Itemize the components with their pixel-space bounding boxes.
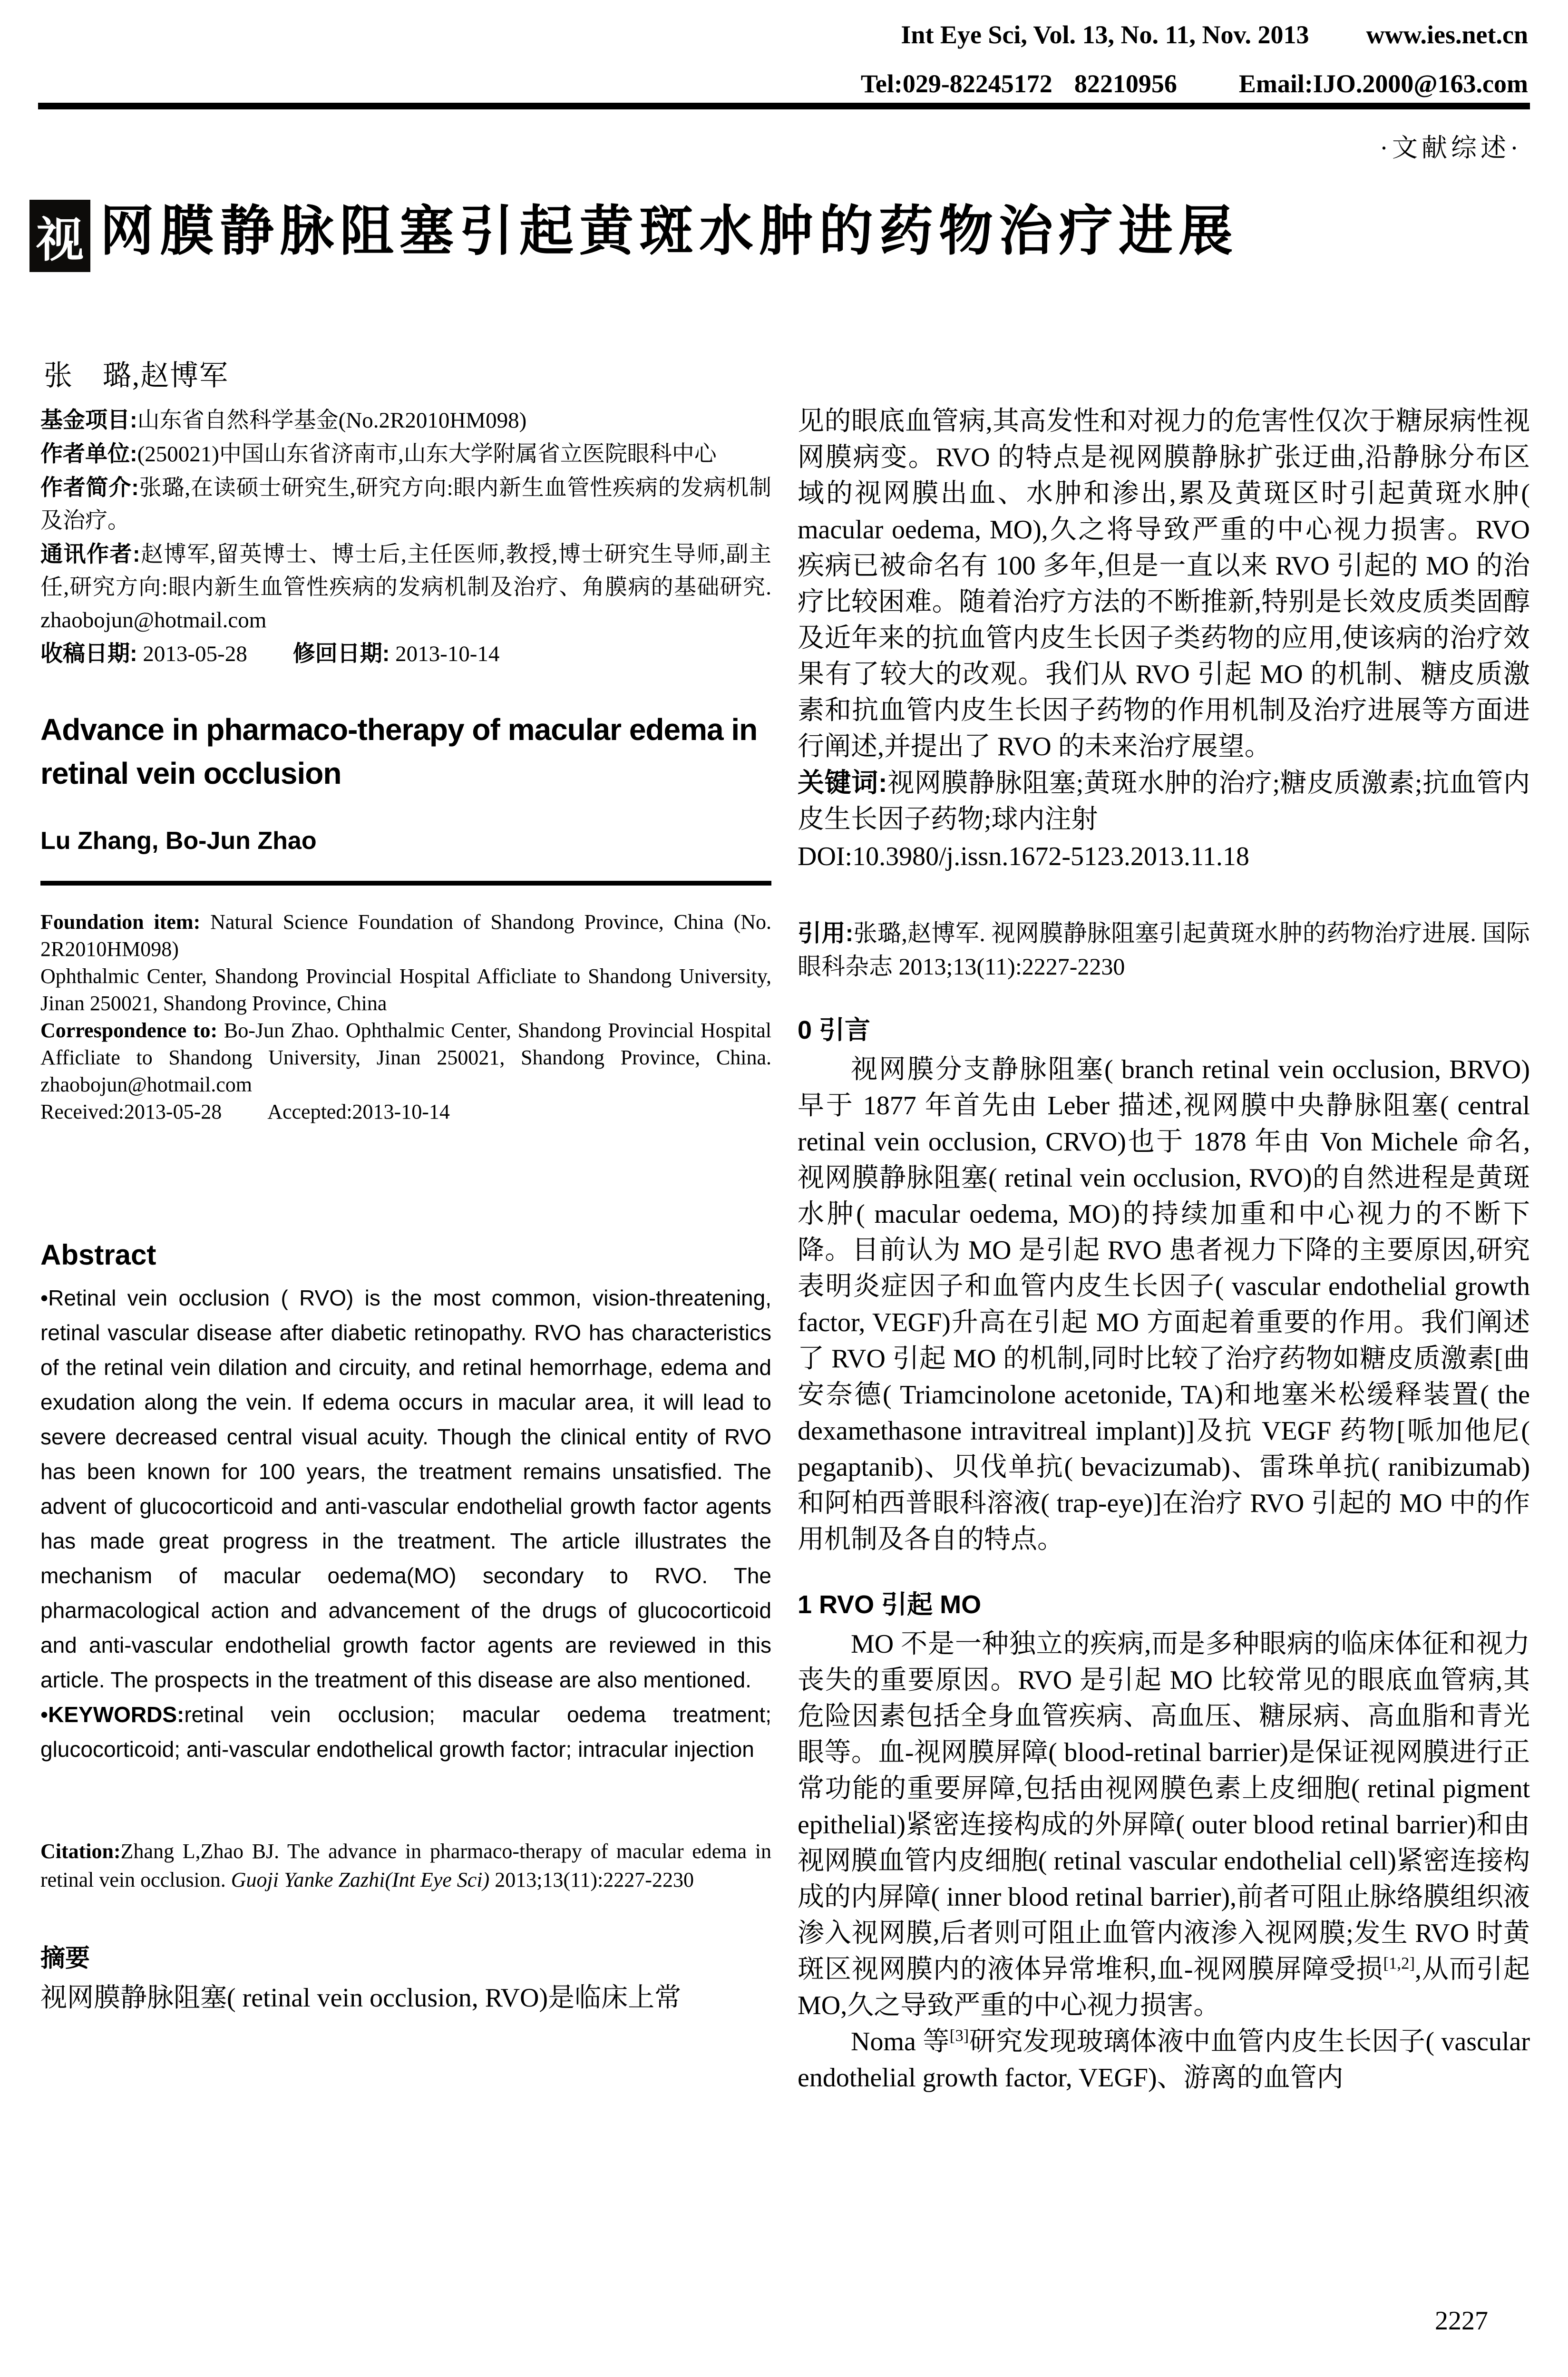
page-number: 2227: [1435, 2306, 1488, 2336]
section-1-text-2: Noma 等[3]研究发现玻璃体液中血管内皮生长因子( vascular endothelial growth factor, VEGF)、游离的血管内: [798, 2026, 1530, 2093]
header-divider: [38, 103, 1530, 109]
section-1-text-1: MO 不是一种独立的疾病,而是多种眼病的临床体征和视力丧失的重要原因。RVO 是引起 MO 比较常见的眼底血管病,其危险因素包括全身血管疾病、高血压、糖尿病、高血脂和青光眼等。血-视网膜屏障( blood-retinal barrier)是保证视网膜进行正常功能的重要屏障,包括由视网膜色素上皮细胞( retinal pigment epithelial)紧密连接构成的外屏障( outer blood retinal barrier)和由视网膜血管内皮细胞( retinal vascular endothelial cell)紧密连接构成的内屏障( inner blood retinal barrier),前者可阻止脉络膜组织液渗入视网膜,后者则可阻止血管内液渗入视网膜;发生 RVO 时黄斑区视网膜内的液体异常堆积,血-视网膜屏障受损[1,2],从而引起 MO,久之导致严重的中心视力损害。: [798, 1629, 1530, 2020]
foundation-block: [40, 908, 771, 1125]
citation-en: Citation:Zhang L,Zhao BJ. The advance in pharmaco-therapy of macular edema in retinal vein occlusion. Guoji Yanke Zazhi(Int Eye Sci) 2013;13(11):2227-2230: [40, 1840, 771, 1891]
note-affiliation: 作者单位:(250021)中国山东省济南市,山东大学附属省立医院眼科中心: [40, 441, 717, 467]
abstract-text: •Retinal vein occlusion ( RVO) is the most common, vision-threatening, retinal vascular disease after diabetic retinopathy. RVO has characteristics of the retinal vein dilation and circuity, and retinal hemorrhage, edema and exudation along the vein. If edema occurs in macular area, it will lead to severe decreased central visual acuity. Though the clinical entity of RVO has been known for 100 years, the treatment remains unsatisfied. The advent of glucocorticoid and anti-vascular endothelial growth factor agents has made great progress in the treatment. The article illustrates the mechanism of macular oedema(MO) secondary to RVO. The pharmacological action and advancement of the drugs of glucocorticoid and anti-vascular endothelial growth factor agents are reviewed in this article. The prospects in the treatment of this disease are also mentioned.: [40, 1286, 771, 1692]
note-dates: 收稿日期: 2013-05-28 修回日期: 2013-10-14: [40, 641, 500, 666]
journal-contact-line: Tel:029-82245172 82210956 Email:IJO.2000@163.com: [860, 69, 1528, 98]
journal-info-line: Int Eye Sci, Vol. 13, No. 11, Nov. 2013 www.ies.net.cn: [901, 20, 1528, 49]
left-column: [40, 403, 771, 2016]
section-0-text: 视网膜分支静脉阻塞( branch retinal vein occlusion, BRVO)早于 1877 年首先由 Leber 描述,视网膜中央静脉阻塞( central retinal vein occlusion, CRVO)也于 1878 年由 Von Michele 命名,视网膜静脉阻塞( retinal vein occlusion, RVO)的自然进程是黄斑水肿( macular oedema, MO)的持续加重和中心视力的不断下降。目前认为 MO 是引起 RVO 患者视力下降的主要原因,研究表明炎症因子和血管内皮生长因子( vascular endothelial growth factor, VEGF)升高在引起 MO 方面起着重要的作用。我们阐述了 RVO 引起 MO 的机制,同时比较了治疗药物如糖皮质激素[曲安奈德( Triamcinolone acetonide, TA)和地塞米松缓释装置( the dexamethasone intravitreal implant)]及抗 VEGF 药物[哌加他尼( pegaptanib)、贝伐单抗( bevacizumab)、雷珠单抗( ranibizumab)和阿柏西普眼科溶液( trap-eye)]在治疗 RVO 引起的 MO 中的作用机制及各自的特点。: [798, 1055, 1530, 1554]
section-mark: ·文献综述·: [1380, 134, 1522, 162]
journal-header: [861, 10, 1528, 108]
title-dropcap: 视: [29, 200, 90, 272]
keywords-cn: 关键词:视网膜静脉阻塞;黄斑水肿的治疗;糖皮质激素;抗血管内皮生长因子药物;球内注射: [798, 768, 1530, 834]
note-bio: 作者简介:张璐,在读硕士研究生,研究方向:眼内新生血管性疾病的发病机制及治疗。: [40, 475, 771, 533]
right-column: [798, 403, 1530, 2096]
citation-block: [40, 1837, 771, 1894]
note-correspondent: 通讯作者:赵博军,留英博士、博士后,主任医师,教授,博士研究生导师,副主任,研究方向:眼内新生血管性疾病的发病机制及治疗、角膜病的基础研究. zhaobojun@hotmail.com: [40, 541, 772, 633]
abstract-heading: Abstract: [40, 1239, 156, 1271]
abstract-block: [40, 1281, 771, 1767]
correspondence: Correspondence to: Bo-Jun Zhao. Ophthalmic Center, Shandong Provincial Hospital Afficliate to Shandong University, Jinan 250021, Shandong Province, China. zhaobojun@hotmail.com: [40, 1019, 772, 1096]
title-text: 网膜静脉阻塞引起黄斑水肿的药物治疗进展: [100, 201, 1239, 262]
footnote-divider: [40, 881, 771, 886]
article-authors-cn: 张 璐,赵博军: [44, 360, 229, 391]
note-fund: 基金项目:山东省自然科学基金(No.2R2010HM098): [40, 407, 527, 433]
foundation-affiliation: Ophthalmic Center, Shandong Provincial Hospital Afficliate to Shandong University, Jinan 250021, Shandong Province, China: [40, 964, 771, 1015]
doi: DOI:10.3980/j.issn.1672-5123.2013.11.18: [798, 842, 1249, 871]
abstract-cn-heading: 摘要: [40, 1945, 90, 1972]
abstract-cn-continued: 见的眼底血管病,其高发性和对视力的危害性仅次于糖尿病性视网膜病变。RVO 的特点是视网膜静脉扩张迂曲,沿静脉分布区域的视网膜出血、水肿和渗出,累及黄斑区时引起黄斑水肿( macular oedema, MO),久之将导致严重的中心视力损害。RVO 疾病已被命名有 100 多年,但是一直以来 RVO 引起的 MO 的治疗比较困难。随着治疗方法的不断推新,特别是长效皮质类固醇及近年来的抗血管内皮生长因子类药物的应用,使该病的治疗效果有了较大的改观。我们从 RVO 引起 MO 的机制、糖皮质激素和抗血管内皮生长因子药物的作用机制及治疗进展等方面进行阐述,并提出了 RVO 的未来治疗展望。: [798, 407, 1530, 761]
citation-cn-block: [798, 916, 1530, 983]
foundation-item: Foundation item: Natural Science Foundation of Shandong Province, China (No. 2R2010HM098): [40, 910, 771, 961]
section-1-heading: 1 RVO 引起 MO: [798, 1590, 982, 1619]
abstract-cn-text: 视网膜静脉阻塞( retinal vein occlusion, RVO)是临床上常: [40, 1983, 682, 2013]
article-title-en: Advance in pharmaco-therapy of macular edema in retinal vein occlusion: [40, 712, 758, 790]
article-title-cn: [29, 191, 1238, 272]
article-authors-en: Lu Zhang, Bo-Jun Zhao: [40, 827, 317, 855]
front-matter-notes: [40, 403, 771, 671]
keywords-en: •KEYWORDS:retinal vein occlusion; macular oedema treatment; glucocorticoid; anti-vascular endothelical growth factor; intracular injection: [40, 1702, 771, 1762]
citation-cn: 引用:张璐,赵博军. 视网膜静脉阻塞引起黄斑水肿的药物治疗进展. 国际眼科杂志 2013;13(11):2227-2230: [798, 920, 1530, 980]
section-0-heading: 0 引言: [798, 1016, 871, 1044]
received-accepted: Received:2013-05-28 Accepted:2013-10-14: [40, 1100, 450, 1123]
